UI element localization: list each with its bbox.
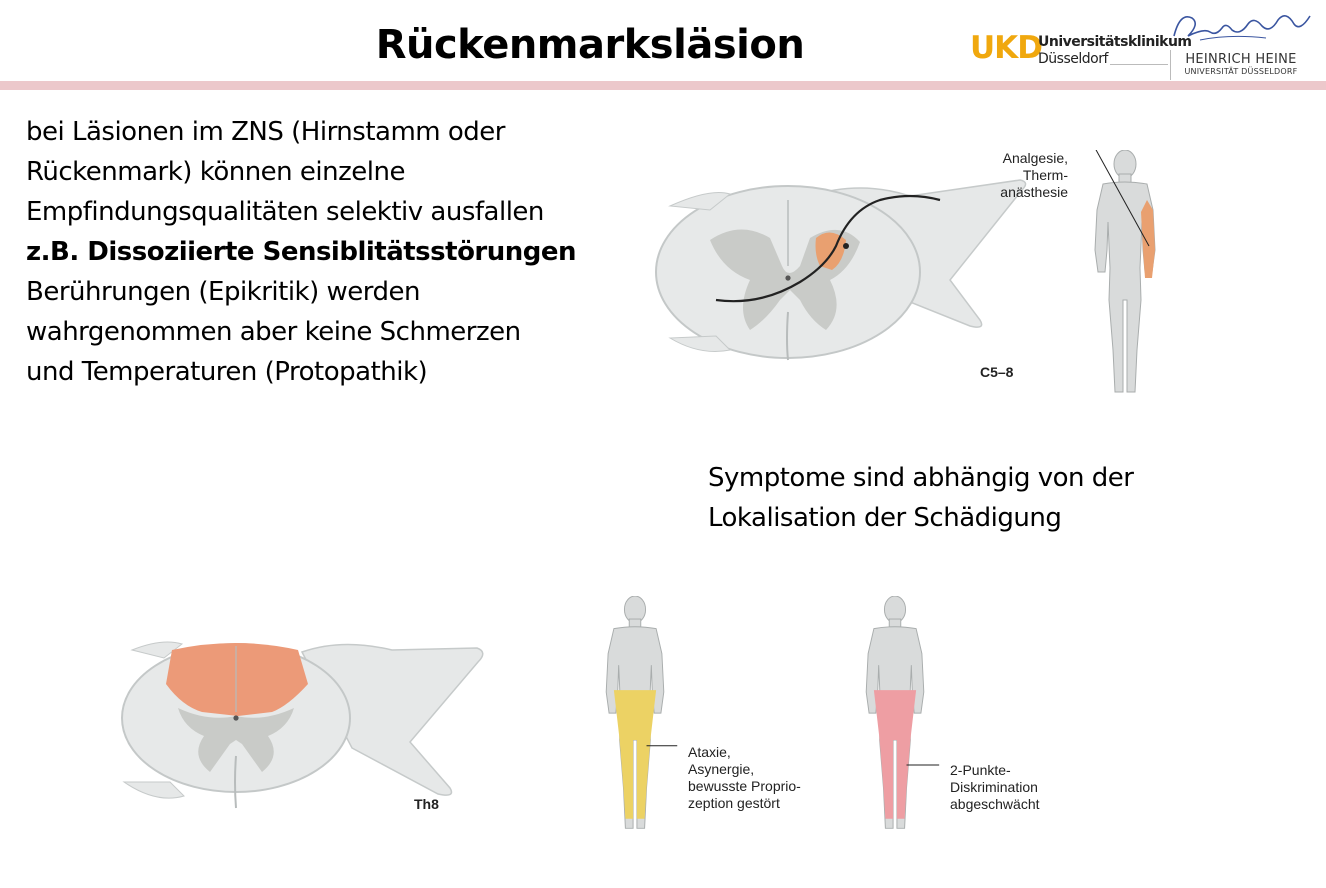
body-figure-ataxia [570,596,700,836]
body-text [26,112,626,392]
annotation-ataxie: Ataxie, Asynergie, bewusste Proprio- zeption gestört [688,744,801,811]
ukd-logo-line-1: Universitätsklinikum [1038,34,1192,50]
annotation-2-punkte: 2-Punkte- Diskrimination abgeschwächt [950,762,1040,812]
annotation-analgesie: Analgesie, Therm- anästhesie [1000,150,1068,200]
body-line: und Temperaturen (Protopathik) [26,357,428,387]
affected-arm [1141,200,1155,278]
signature-icon [1170,6,1318,50]
body-line: Berührungen (Epikritik) werden [26,277,420,307]
body-line: bei Läsionen im ZNS (Hirnstamm oder [26,117,505,147]
segment-label-cervical: C5–8 [980,364,1014,380]
affected-legs [874,690,916,819]
cervical-cord-illustration [650,170,1030,370]
hhu-logo-university: UNIVERSITÄT DÜSSELDORF [1184,67,1298,76]
ukd-logo [970,28,1192,72]
header-divider [0,81,1326,90]
ukd-logo-line-2: Düsseldorf [1038,51,1108,67]
body-figure-top [1060,150,1190,410]
affected-legs [614,690,656,819]
body-figure-discrimination [830,596,960,836]
segment-label-thoracic: Th8 [414,796,439,812]
body-line-emphasis: z.B. Dissoziierte Sensiblitätsstörungen [26,237,577,267]
body-line: Rückenmark) können einzelne [26,157,405,187]
symptom-note [708,458,1208,538]
ukd-logo-mark: UKD [970,30,1042,66]
symptom-note-line: Lokalisation der Schädigung [708,503,1062,533]
hhu-logo [1170,6,1320,78]
body-line: Empfindungsqualitäten selektiv ausfallen [26,197,544,227]
symptom-note-line: Symptome sind abhängig von der [708,463,1134,493]
ukd-logo-rule [1110,64,1168,65]
hhu-logo-name: HEINRICH HEINE [1185,52,1297,67]
body-line: wahrgenommen aber keine Schmerzen [26,317,521,347]
page-title: Rückenmarksläsion [375,22,805,68]
